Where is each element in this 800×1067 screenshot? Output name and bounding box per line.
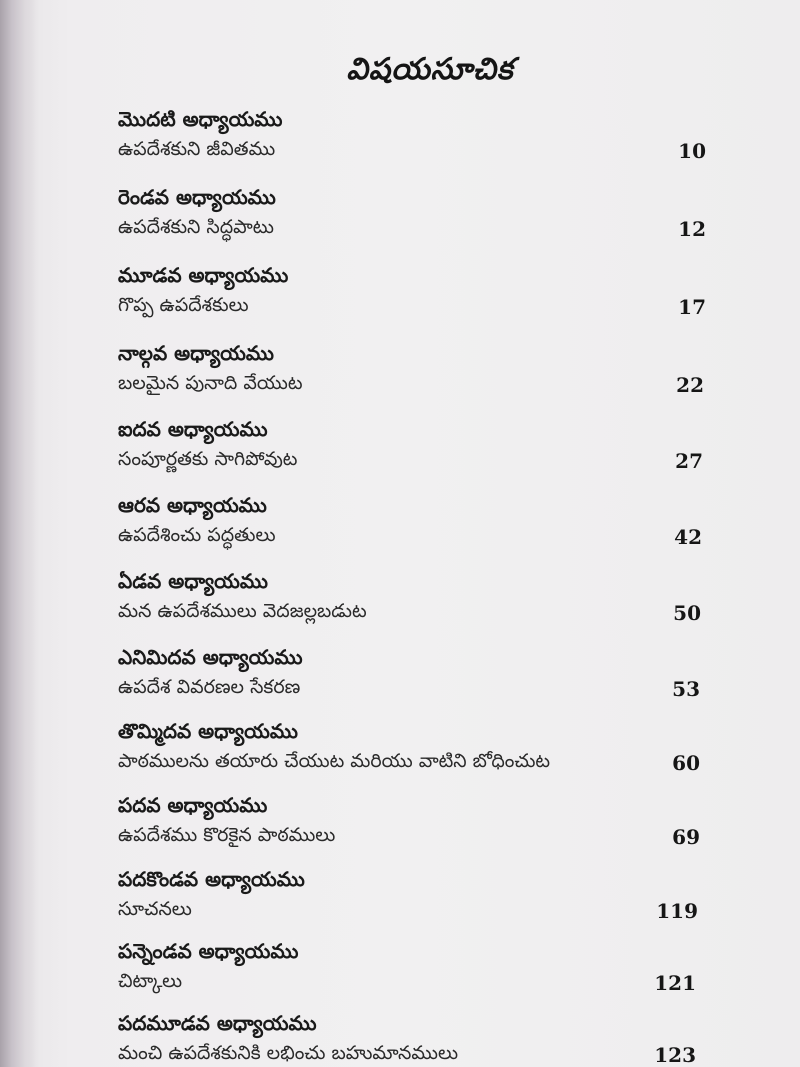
chapter-title: చిట్కాలు xyxy=(118,970,183,992)
chapter-title: ఉపదేశ వివరణల సేకరణ xyxy=(118,676,301,698)
chapter-label: ఏడవ అధ్యాయము xyxy=(118,569,268,593)
chapter-label: నాల్గవ అధ్యాయము xyxy=(118,341,274,365)
page-number: 50 xyxy=(673,601,701,625)
toc-entry xyxy=(118,416,703,486)
chapter-label: ఐదవ అధ్యాయము xyxy=(118,417,268,441)
chapter-label: పదవ అధ్యాయము xyxy=(118,793,268,817)
chapter-title: మంచి ఉపదేశకునికి లభించు బహుమానములు xyxy=(118,1042,459,1064)
chapter-label: పదకొండవ అధ్యాయము xyxy=(118,867,305,891)
page-number: 22 xyxy=(676,373,704,397)
toc-entry xyxy=(118,262,706,332)
toc-heading: విషయసూచిక xyxy=(346,52,514,87)
chapter-title: సంపూర్ణతకు సాగిపోవుట xyxy=(118,448,298,470)
toc-entry xyxy=(118,1010,696,1067)
page-number: 53 xyxy=(672,677,700,701)
toc-entry xyxy=(118,340,704,410)
page-number: 121 xyxy=(654,971,696,995)
toc-entry xyxy=(118,644,700,714)
toc-entry xyxy=(118,184,706,254)
toc-entry xyxy=(118,866,698,936)
toc-entry xyxy=(118,938,696,1008)
page-number: 69 xyxy=(672,825,700,849)
chapter-title: పాఠములను తయారు చేయుట మరియు వాటిని బోధించుట xyxy=(118,750,551,772)
chapter-label: పన్నెండవ అధ్యాయము xyxy=(118,939,299,963)
toc-entry xyxy=(118,792,700,862)
chapter-title: బలమైన పునాది వేయుట xyxy=(118,372,303,394)
chapter-label: ఎనిమిదవ అధ్యాయము xyxy=(118,645,303,669)
chapter-title: గొప్ప ఉపదేశకులు xyxy=(118,294,249,316)
page-number: 60 xyxy=(672,751,700,775)
page-number: 10 xyxy=(678,139,706,163)
page-number: 12 xyxy=(678,217,706,241)
chapter-title: ఉపదేశించు పద్ధతులు xyxy=(118,524,276,546)
chapter-label: తొమ్మిదవ అధ్యాయము xyxy=(118,719,298,743)
chapter-label: మొదటి అధ్యాయము xyxy=(118,107,283,131)
toc-entry xyxy=(118,568,701,638)
page-number: 17 xyxy=(678,295,706,319)
chapter-label: రెండవ అధ్యాయము xyxy=(118,185,276,209)
chapter-label: ఆరవ అధ్యాయము xyxy=(118,493,267,517)
page-number: 119 xyxy=(656,899,698,923)
chapter-title: ఉపదేశకుని జీవితము xyxy=(118,138,276,160)
toc-entry xyxy=(118,492,702,562)
page-number: 42 xyxy=(674,525,702,549)
chapter-label: పదమూడవ అధ్యాయము xyxy=(118,1011,317,1035)
toc-entry xyxy=(118,718,700,788)
chapter-label: మూడవ అధ్యాయము xyxy=(118,263,289,287)
chapter-title: సూచనలు xyxy=(118,898,192,920)
page-number: 123 xyxy=(654,1043,696,1067)
page-number: 27 xyxy=(675,449,703,473)
chapter-title: మన ఉపదేశములు వెదజల్లబడుట xyxy=(118,600,367,622)
toc-entry xyxy=(118,106,706,176)
chapter-title: ఉపదేశకుని సిద్ధపాటు xyxy=(118,216,274,238)
chapter-title: ఉపదేశము కొరకైన పాఠములు xyxy=(118,824,336,846)
